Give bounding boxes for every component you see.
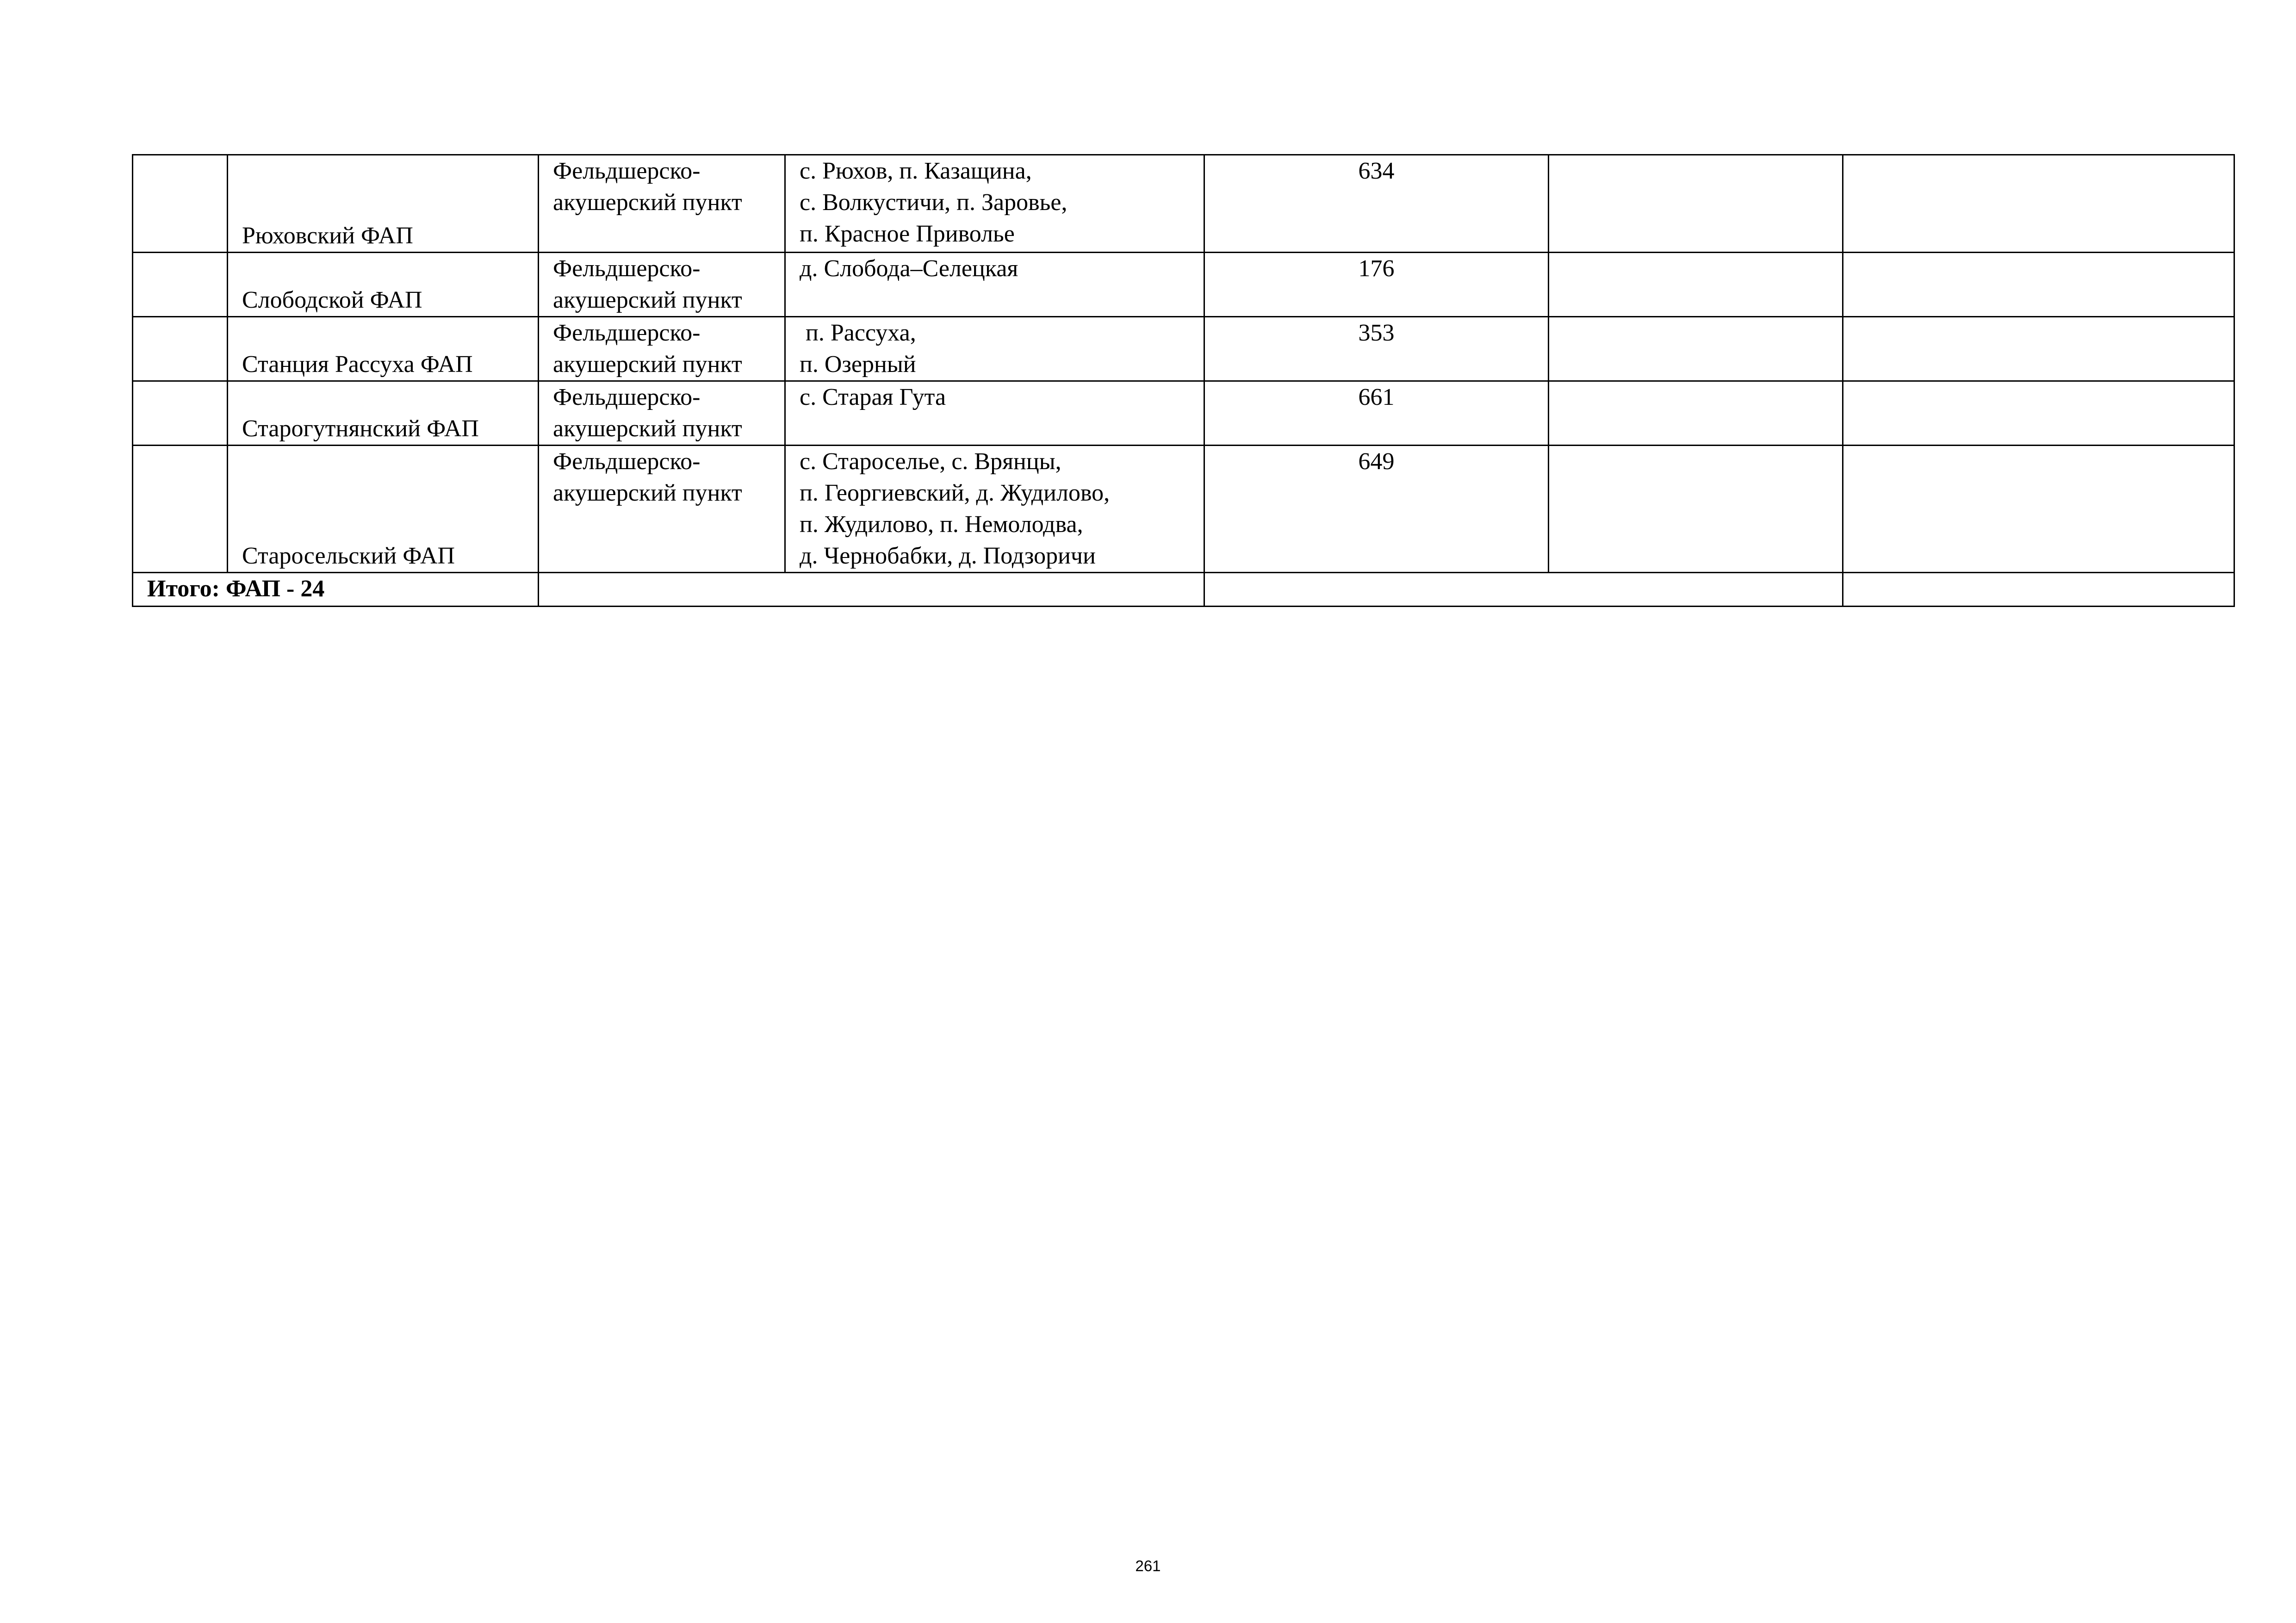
page-number: 261 (1135, 1557, 1161, 1574)
facility-type-cell (539, 381, 785, 446)
empty-cell (1843, 155, 2234, 253)
address-line: с. Старая Гута (800, 384, 946, 410)
address-line: п. Красное Приволье (800, 221, 1015, 247)
empty-cell (1843, 381, 2234, 446)
total-label-cell (133, 573, 539, 607)
facility-name: Рюховский ФАП (242, 223, 413, 249)
address-line: п. Рассуха, (800, 320, 916, 346)
facility-type-line: акушерский пункт (553, 351, 742, 378)
facility-type-cell (539, 253, 785, 317)
facility-type-line: Фельдшерско- (553, 320, 701, 346)
empty-cell (1843, 573, 2234, 607)
facility-name: Слободской ФАП (242, 287, 422, 313)
facility-type-line: акушерский пункт (553, 480, 742, 506)
facility-name-cell (228, 446, 539, 573)
index-cell (133, 381, 228, 446)
facility-name: Старогутнянский ФАП (242, 415, 479, 442)
empty-cell (1843, 253, 2234, 317)
population-cell (1204, 317, 1549, 381)
index-cell (133, 446, 228, 573)
address-cell (785, 317, 1204, 381)
address-line: с. Рюхов, п. Казащина, (800, 158, 1032, 184)
address-line: с. Староселье, с. Врянцы, (800, 448, 1061, 475)
facility-type-cell (539, 155, 785, 253)
empty-cell (1204, 573, 1843, 607)
empty-cell (1843, 446, 2234, 573)
address-line: п. Жудилово, п. Немолодва, (800, 511, 1083, 538)
facility-type-cell (539, 317, 785, 381)
facility-name-cell (228, 317, 539, 381)
population-value: 649 (1358, 448, 1395, 475)
total-row (133, 573, 2234, 607)
table-row (133, 155, 2234, 253)
empty-cell (539, 573, 1204, 607)
index-cell (133, 155, 228, 253)
table-row (133, 317, 2234, 381)
facility-type-line: акушерский пункт (553, 189, 742, 216)
facility-type-line: Фельдшерско- (553, 448, 701, 475)
facility-name-cell (228, 381, 539, 446)
table-row (133, 381, 2234, 446)
address-line: д. Слобода–Селецкая (800, 255, 1018, 282)
facility-name-cell (228, 155, 539, 253)
table-row (133, 446, 2234, 573)
address-cell (785, 381, 1204, 446)
empty-cell (1549, 317, 1843, 381)
address-cell (785, 253, 1204, 317)
empty-cell (1549, 253, 1843, 317)
facility-name: Старосельский ФАП (242, 543, 455, 569)
population-cell (1204, 253, 1549, 317)
population-cell (1204, 381, 1549, 446)
empty-cell (1549, 381, 1843, 446)
index-cell (133, 317, 228, 381)
facility-type-line: акушерский пункт (553, 415, 742, 442)
population-cell (1204, 446, 1549, 573)
facility-type-line: Фельдшерско- (553, 158, 701, 184)
facilities-table (132, 154, 2235, 607)
address-line: с. Волкустичи, п. Заровье, (800, 189, 1067, 216)
address-line: д. Чернобабки, д. Подзоричи (800, 543, 1096, 569)
facility-type-line: Фельдшерско- (553, 384, 701, 410)
empty-cell (1549, 446, 1843, 573)
table-row (133, 253, 2234, 317)
address-cell (785, 446, 1204, 573)
address-line: п. Озерный (800, 351, 916, 378)
population-value: 661 (1358, 384, 1395, 410)
population-value: 634 (1358, 158, 1395, 184)
total-label: Итого: ФАП - 24 (147, 576, 325, 602)
population-value: 353 (1358, 320, 1395, 346)
population-cell (1204, 155, 1549, 253)
facility-type-cell (539, 446, 785, 573)
facility-type-line: акушерский пункт (553, 287, 742, 313)
index-cell (133, 253, 228, 317)
address-cell (785, 155, 1204, 253)
empty-cell (1843, 317, 2234, 381)
facility-name: Станция Рассуха ФАП (242, 351, 473, 378)
empty-cell (1549, 155, 1843, 253)
address-line: п. Георгиевский, д. Жудилово, (800, 480, 1110, 506)
population-value: 176 (1358, 255, 1395, 282)
facility-name-cell (228, 253, 539, 317)
facility-type-line: Фельдшерско- (553, 255, 701, 282)
